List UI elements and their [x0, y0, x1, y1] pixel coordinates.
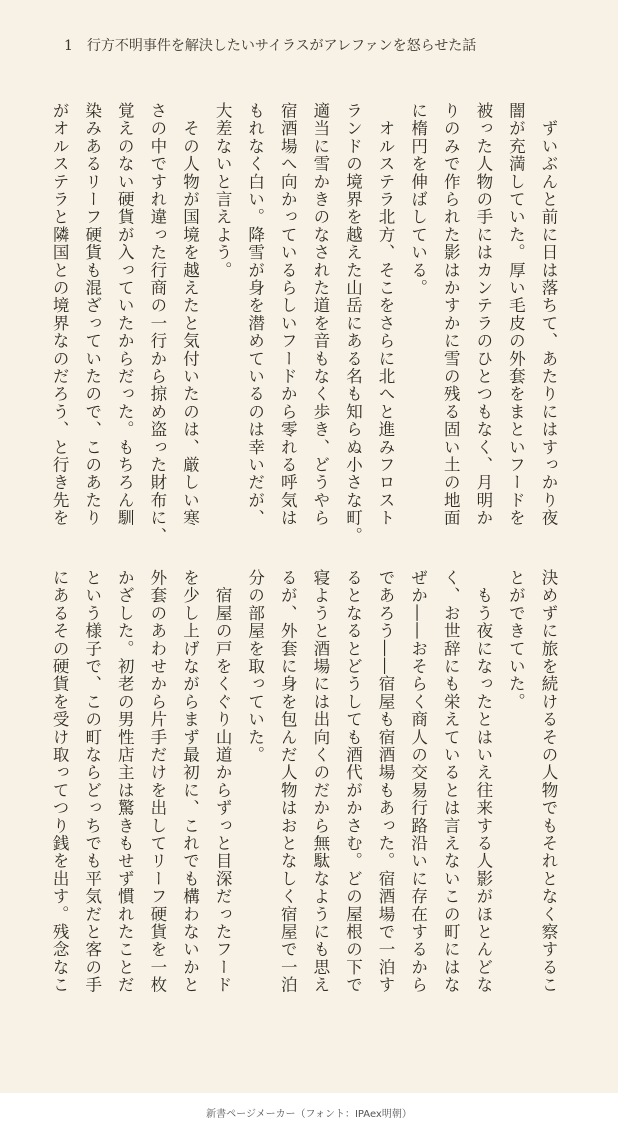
text-line: もれなく白い。降雪が身を潜めているのは幸いだが、: [245, 102, 265, 527]
text-line: 闇が充満していた。厚い毛皮の外套をまといフードを: [506, 102, 526, 527]
text-line: 宿屋の戸をくぐり山道からずっと目深だったフード: [213, 569, 233, 994]
text-line: 分の部屋を取っていた。: [245, 569, 265, 764]
text-line: ずいぶんと前に日は落ちて、あたりにはすっかり夜: [539, 102, 558, 527]
text-line: に楕円を伸ばしている。: [408, 102, 428, 297]
text-line: るが、外套に身を包んだ人物はおとなしく宿屋で一泊: [278, 569, 298, 994]
text-line: にあるその硬貨を受け取ってつり銭を出す。残念なこ: [50, 569, 70, 994]
text-line: であろう――宿屋も宿酒場もあった。宿酒場で一泊す: [376, 569, 396, 994]
text-line: 大差ないと言えよう。: [213, 102, 233, 279]
text-line: かざした。初老の男性店主は驚きもせず慣れたことだ: [115, 569, 135, 994]
text-line: 染みあるリーフ硬貨も混ざっていたので、このあたり: [82, 102, 102, 527]
text-line: 寝ようと酒場には出向くのだから無駄なようにも思え: [310, 569, 330, 994]
chapter-header: [64, 35, 476, 55]
text-line: 被った人物の手にはカンテラのひとつもなく、月明か: [473, 102, 493, 527]
text-line: とができていた。: [506, 569, 526, 711]
chapter-title: 行方不明事件を解決したいサイラスがアレファンを怒らせた話: [86, 38, 477, 54]
text-line: 外套のあわせから片手だけを出してリーフ硬貨を一枚: [147, 569, 167, 994]
text-line: く、お世辞にも栄えているとは言えないこの町にはな: [441, 569, 461, 994]
footer-credit: [0, 1093, 618, 1132]
text-line: という様子で、この町ならどっちでも平気だと客の手: [82, 569, 102, 994]
text-line: その人物が国境を越えたと気付いたのは、厳しい寒: [180, 102, 200, 527]
upper-text-block: [50, 102, 564, 545]
text-line: ランドの境界を越えた山岳にある名も知らぬ小さな町。: [343, 102, 363, 545]
chapter-number: 1: [64, 38, 73, 54]
text-line: さの中ですれ違った行商の一行から掠め盗った財布に、: [147, 102, 167, 545]
footer-text: 新書ページメーカー（フォント：IPAex明朝）: [206, 1109, 412, 1120]
text-line: りのみで作られた影はかすかに雪の残る固い土の地面: [441, 102, 461, 527]
text-line: がオルステラと隣国との境界なのだろう、と行き先を: [50, 102, 70, 527]
text-line: 決めずに旅を続けるその人物でもそれとなく察するこ: [539, 569, 558, 994]
text-line: 適当に雪かきのなされた道を音もなく歩き、どうやら: [310, 102, 330, 527]
text-line: を少し上げながらまず最初に、これでも構わないかと: [180, 569, 200, 994]
text-line: もう夜になったとはいえ往来する人影がほとんどな: [473, 569, 493, 994]
lower-text-block: [50, 569, 564, 1009]
text-line: 覚えのない硬貨が入っていたからだった。もちろん馴: [115, 102, 135, 527]
text-line: オルステラ北方、そこをさらに北へと進みフロスト: [376, 102, 396, 527]
text-line: 宿酒場へ向かっているらしいフードから零れる呼気は: [278, 102, 298, 527]
text-line: ぜか――おそらく商人の交易行路沿いに存在するから: [408, 569, 428, 994]
text-line: るとなるとどうしても酒代がかさむ。どの屋根の下で: [343, 569, 363, 994]
